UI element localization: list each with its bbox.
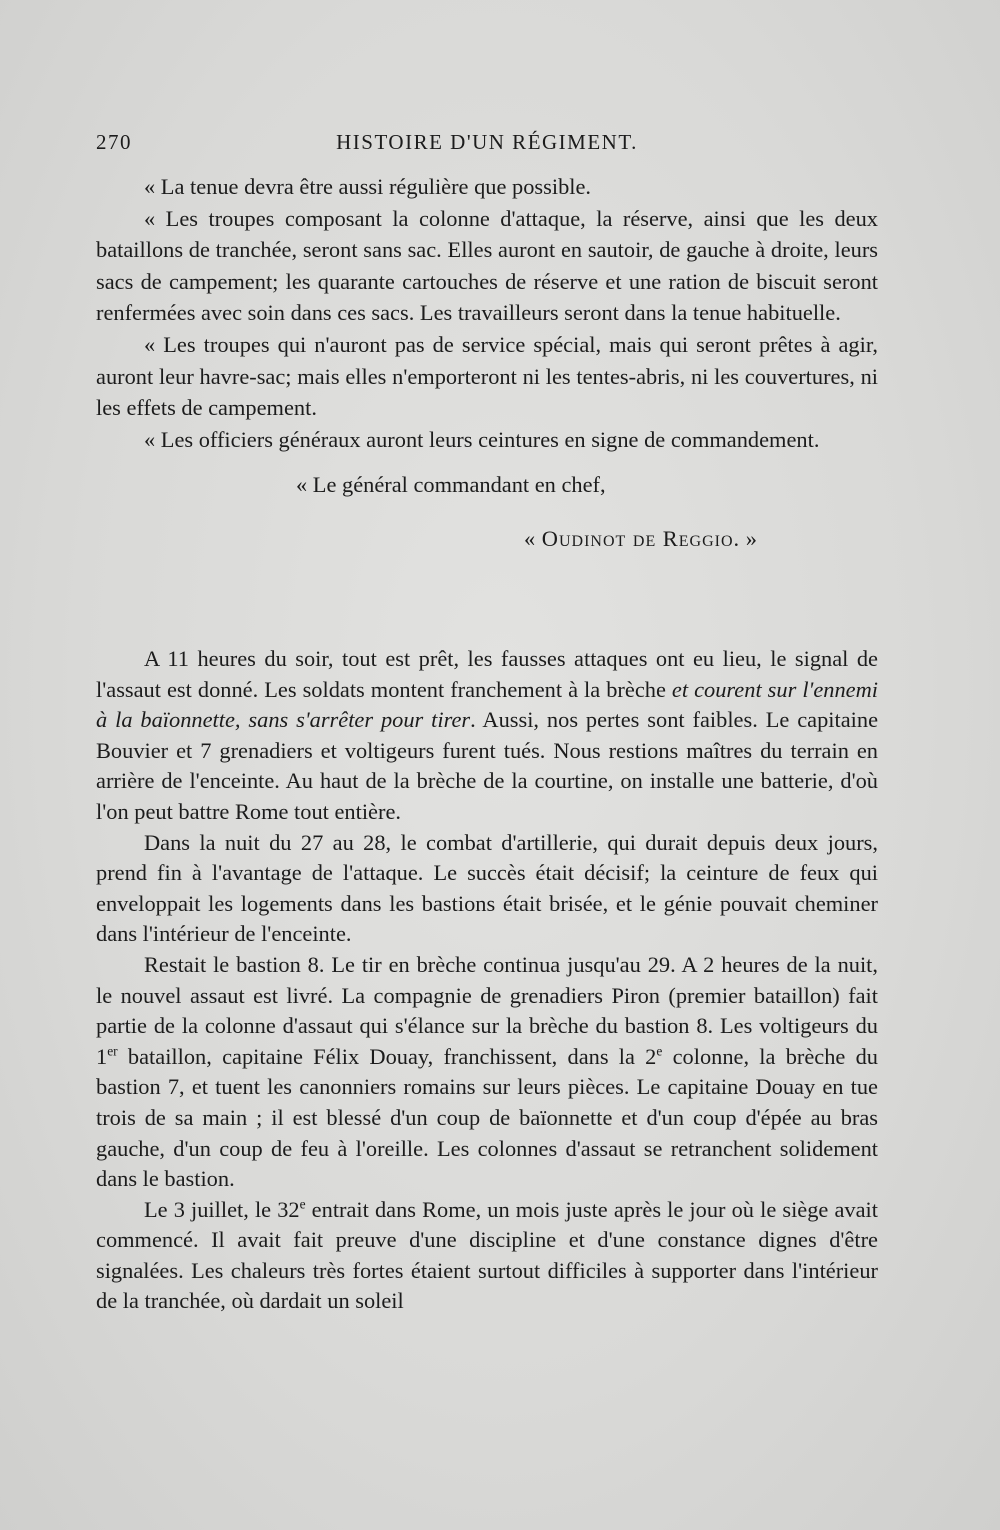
general-order-quote [96, 171, 878, 555]
narrative-paragraph-assault [96, 644, 878, 828]
rome-text-b: entrait dans Rome, un mois juste après le jour où le siège avait commencé. Il avait fait preuve d'une discipline et d'une constance dignes d'être signalées. Les chaleurs très fortes étaient surtout difficiles à supporter dans l'intérieur de la tranchée, où dardait un soleil [96, 1196, 878, 1314]
page-header [96, 130, 878, 160]
bastion-text-c: colonne, la brèche du bastion 7, et tuent les canonniers romains sur leurs pièces. Le capitaine Douay en tue trois de sa main ; il est blessé d'un coup de baïonnette et d'un coup d'épée au bras gauche, d'un coup de feu à l'oreille. Les colonnes d'assaut se retranchent solidement dans le bastion. [96, 1043, 878, 1192]
order-paragraph-dress: « La tenue devra être aussi régulière que possible. [144, 174, 592, 199]
narrative-text [96, 644, 878, 1317]
bastion-superscript-1: er [107, 1043, 118, 1059]
order-paragraph-reserve: « Les troupes qui n'auront pas de service spécial, mais qui seront prêtes à agir, auront leur havre-sac; mais elles n'emporteront ni les tentes-abris, ni les couvertures, ni les effets de campement. [96, 331, 878, 421]
running-title: HISTOIRE D'UN RÉGIMENT. [336, 130, 638, 154]
order-paragraph-troops: « Les troupes composant la colonne d'attaque, la réserve, ainsi que les deux bataillons de tranchée, seront sans sac. Elles auront en sautoir, de gauche à droite, leurs sacs de campement; les quarante cartouches de réserve et une ration de biscuit seront renfermées avec soin dans ces sacs. Les travailleurs seront dans la tenue habituelle. [96, 205, 878, 326]
rome-text-a: Le 3 juillet, le 32 [144, 1196, 300, 1222]
narrative-paragraph-artillery: Dans la nuit du 27 au 28, le combat d'artillerie, qui durait depuis deux jours, prend fin à l'avantage de l'attaque. Le succès était décisif; la ceinture de feux qui enveloppait les logements dans les bastions était brisée, et le génie pouvait cheminer dans l'intérieur de l'enceinte. [96, 829, 878, 947]
rome-superscript: e [299, 1196, 306, 1212]
signature-line [96, 523, 878, 555]
bastion-superscript-2: e [656, 1043, 663, 1059]
narrative-paragraph-bastion [96, 950, 878, 1195]
assault-text-italic: et courent sur l'ennemi à la baïonnette, sans s'arrêter pour tirer [96, 676, 878, 733]
bastion-text-b: bataillon, capitaine Félix Douay, franchissent, dans la 2 [117, 1043, 657, 1069]
signature-close-quote: . » [733, 525, 758, 551]
assault-text-start: A 11 heures du soir, tout est prêt, les fausses attaques ont eu lieu, le signal de l'assaut est donné. Les soldats montent franchement à la brèche [96, 646, 878, 702]
order-paragraph-officers: « Les officiers généraux auront leurs ceintures en signe de commandement. [144, 426, 820, 452]
narrative-paragraph-rome [96, 1195, 878, 1317]
signoff-line: « Le général commandant en chef, [296, 472, 606, 498]
page-number: 270 [96, 130, 132, 154]
bastion-text-a: Restait le bastion 8. Le tir en brèche continua jusqu'au 29. A 2 heures de la nuit, le nouvel assaut est livré. La compagnie de grenadiers Piron (premier bataillon) fait partie de la colonne d'assaut qui s'élance sur la brèche du bastion 8. Les voltigeurs du 1 [96, 951, 878, 1069]
assault-text-end: . Aussi, nos pertes sont faibles. Le capitaine Bouvier et 7 grenadiers et voltigeurs furent tués. Nous restions maîtres du terrain en arrière de l'enceinte. Au haut de la brèche de la courtine, on installe une batterie, d'où l'on peut battre Rome tout entière. [96, 707, 879, 824]
signature-open-quote: « [524, 525, 542, 551]
signature-name: Oudinot de Reggio [541, 525, 734, 551]
